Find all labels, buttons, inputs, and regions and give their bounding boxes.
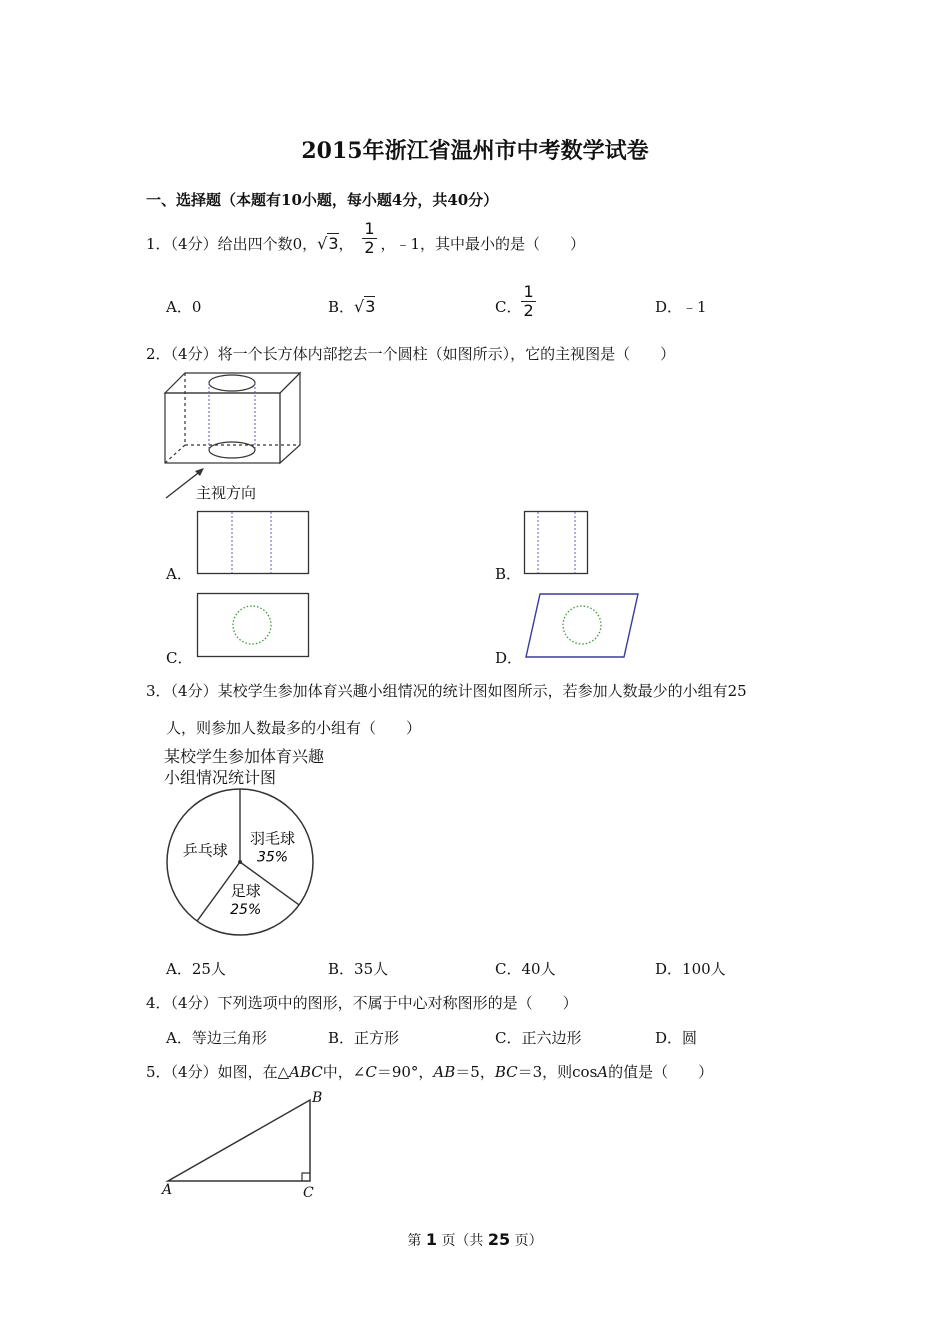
q1-option-a[interactable]: A．0 [166, 298, 202, 316]
q2-option-b[interactable]: B． [495, 565, 522, 583]
q3-option-b[interactable]: B．35人 [328, 960, 389, 978]
chart-title-line1: 某校学生参加体育兴趣 [164, 747, 325, 766]
q1-sqrt: √3 [317, 234, 339, 253]
page-number: 1 [425, 1230, 437, 1249]
q2-score: （4分） [170, 345, 218, 363]
question-1 [146, 218, 586, 257]
q3-option-c[interactable]: C．40人 [495, 960, 556, 978]
question-4 [146, 992, 578, 1013]
chart-title-line2: 小组情况统计图 [164, 768, 277, 787]
question-3-line-2: 人，则参加人数最多的小组有（ ） [166, 719, 422, 737]
q4-option-a[interactable]: A．等边三角形 [166, 1029, 267, 1047]
q1-option-b[interactable]: B．√3 [328, 297, 376, 316]
question-2 [146, 343, 675, 364]
question-3-line-1 [146, 680, 747, 701]
pie-label: 羽毛球 [250, 829, 296, 848]
q2-option-a-figure[interactable] [196, 510, 312, 576]
q2-view-direction-label: 主视方向 [196, 484, 257, 502]
q1-stem-b: ，﹣1，其中最小的是（ ） [380, 235, 586, 253]
right-angle-mark [302, 1173, 310, 1181]
pie-value-label: 35% [256, 849, 289, 866]
question-5: 5．（4分）如图，在△ABC中，∠C＝90°，AB＝5，BC＝3，则cosA的值是（ ） [146, 1063, 714, 1081]
q5-number: 5． [146, 1063, 171, 1081]
q1-number: 1． [146, 235, 171, 253]
q3-number: 3． [146, 682, 171, 700]
q1-score: （4分） [170, 235, 218, 253]
pie-center [238, 860, 242, 864]
q2-option-c-figure[interactable] [196, 592, 312, 660]
page-title: 2015年浙江省温州市中考数学试卷 [301, 138, 649, 164]
vertex-b-label: B [312, 1090, 323, 1106]
pie-label: 足球 [230, 882, 261, 901]
q2-stem: 将一个长方体内部挖去一个圆柱（如图所示），它的主视图是（ ） [217, 345, 676, 363]
pie-chart [160, 782, 330, 942]
q5-score: （4分） [170, 1063, 218, 1081]
pie-value-label: 25% [230, 902, 262, 919]
vertex-a-label: A [162, 1182, 173, 1198]
q2-option-a[interactable]: A． [166, 565, 192, 583]
q1-option-d[interactable]: D．﹣1 [655, 298, 707, 316]
section-heading: 一、选择题（本题有10小题，每小题4分，共40分） [146, 191, 499, 209]
q1-fraction: $\frac{1}{2}$ [364, 218, 375, 257]
page-footer: 第 1 页（共 25 页） [407, 1230, 543, 1249]
q2-number: 2． [146, 345, 171, 363]
q2-option-d[interactable]: D． [495, 649, 523, 667]
q4-score: （4分） [170, 994, 218, 1012]
q4-option-b[interactable]: B．正方形 [328, 1029, 400, 1047]
q1-stem-a: 给出四个数0， [217, 235, 318, 253]
q4-option-d[interactable]: D．圆 [655, 1029, 698, 1047]
q4-option-c[interactable]: C．正六边形 [495, 1029, 582, 1047]
q1-sep: ， [338, 235, 354, 253]
q3-option-a[interactable]: A．25人 [166, 960, 226, 978]
q2-option-b-figure[interactable] [523, 510, 591, 576]
q3-option-d[interactable]: D．100人 [655, 960, 726, 978]
q4-number: 4． [146, 994, 171, 1012]
q3-stem-line1: 某校学生参加体育兴趣小组情况的统计图如图所示，若参加人数最少的小组有25 [217, 682, 747, 700]
pie-label: 乒乓球 [182, 841, 228, 860]
q2-option-d-figure[interactable] [524, 592, 642, 660]
vertex-c-label: C [303, 1185, 314, 1201]
page-total: 25 [487, 1230, 511, 1249]
q1-option-c[interactable]: C． $\frac{1}{2}$ [495, 281, 534, 320]
q3-score: （4分） [170, 682, 218, 700]
q2-option-c[interactable]: C． [166, 649, 193, 667]
q4-stem: 下列选项中的图形，不属于中心对称图形的是（ ） [217, 994, 578, 1012]
